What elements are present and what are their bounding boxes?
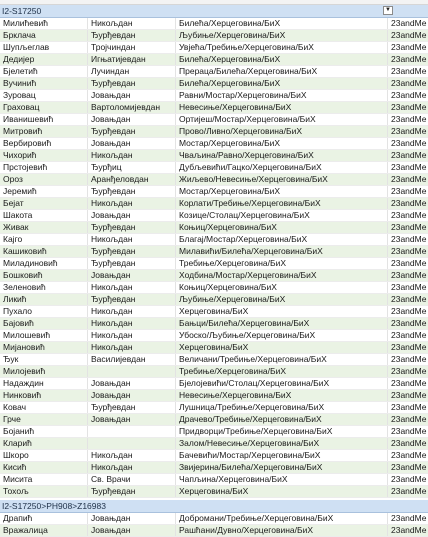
slava-cell[interactable]: Никољдан (88, 198, 176, 209)
slava-cell[interactable]: Ђурђевдан (88, 30, 176, 41)
source-cell[interactable]: 23andMe (391, 66, 427, 76)
slava-cell[interactable]: Никољдан (88, 450, 176, 461)
source-cell[interactable]: 23andMe (391, 78, 427, 88)
table-row[interactable] (0, 18, 428, 30)
surname-cell[interactable]: Шакота (0, 210, 88, 221)
slava-cell[interactable]: Ђурђевдан (88, 258, 176, 269)
source-cell[interactable]: 23andMe (391, 486, 427, 496)
surname-cell[interactable]: Кисић (0, 462, 88, 473)
table-row[interactable] (0, 426, 428, 438)
slava-cell[interactable]: Јовањдан (88, 513, 176, 524)
slava-cell[interactable]: Ђурђевдан (88, 294, 176, 305)
filter-icon[interactable]: ▼ (383, 6, 393, 15)
surname-cell[interactable]: Ликић (0, 294, 88, 305)
source-cell[interactable]: 23andMe (391, 258, 427, 268)
table-row[interactable] (0, 390, 428, 402)
location-cell[interactable]: Херцеговина/БиХ (176, 342, 388, 353)
location-cell[interactable]: Корлати/Требиње/Херцеговина/БиХ (176, 198, 388, 209)
source-cell[interactable]: 23andMe (391, 174, 427, 184)
surname-cell[interactable]: Вучинић (0, 78, 88, 89)
slava-cell[interactable]: Никољдан (88, 318, 176, 329)
location-cell[interactable]: Жиљево/Невесиње/Херцеговина/БиХ (176, 174, 388, 185)
table-row[interactable] (0, 126, 428, 138)
location-cell[interactable]: Драчево/Требиње/Херцеговина/БиХ (176, 414, 388, 425)
table-row[interactable] (0, 42, 428, 54)
source-cell[interactable]: 23andMe (391, 162, 427, 172)
source-cell[interactable]: 23andMe (391, 90, 427, 100)
surname-cell[interactable]: Митровић (0, 126, 88, 137)
slava-cell[interactable]: Никољдан (88, 234, 176, 245)
surname-cell[interactable]: Бојанић (0, 426, 88, 437)
table-row[interactable] (0, 138, 428, 150)
table-row[interactable] (0, 450, 428, 462)
table-row[interactable] (0, 513, 428, 525)
source-cell[interactable]: 23andMe (391, 42, 427, 52)
location-cell[interactable]: Чапљина/Херцеговина/БиХ (176, 474, 388, 485)
table-row[interactable] (0, 402, 428, 414)
source-cell[interactable]: 23andMe (391, 210, 427, 220)
surname-cell[interactable]: Дедијер (0, 54, 88, 65)
source-cell[interactable]: 23andMe (391, 222, 427, 232)
surname-cell[interactable]: Нинковић (0, 390, 88, 401)
surname-cell[interactable]: Бајовић (0, 318, 88, 329)
table-row[interactable] (0, 525, 428, 537)
location-cell[interactable]: Бачевићи/Мостар/Херцеговина/БиХ (176, 450, 388, 461)
group-header-label: I2-S17250>PH908>Z16983 (2, 501, 106, 511)
location-cell[interactable]: Бјелојевићи/Столац/Херцеговина/БиХ (176, 378, 388, 389)
source-cell[interactable]: 23andMe (391, 342, 427, 352)
surname-cell[interactable]: Зуровац (0, 90, 88, 101)
table-row[interactable] (0, 186, 428, 198)
location-cell[interactable]: Љубиње/Херцеговина/БиХ (176, 294, 388, 305)
table-row[interactable] (0, 270, 428, 282)
surname-cell[interactable]: Ковач (0, 402, 88, 413)
slava-cell[interactable] (88, 366, 176, 377)
slava-cell[interactable]: Ђурђевдан (88, 246, 176, 257)
surname-cell[interactable]: Ђук (0, 354, 88, 365)
surname-cell[interactable]: Кларић (0, 438, 88, 449)
slava-cell[interactable]: Никољдан (88, 306, 176, 317)
location-cell[interactable]: Невесиње/Херцеговина/БиХ (176, 102, 388, 113)
location-cell[interactable]: Залом/Невесиње/Херцеговина/БиХ (176, 438, 388, 449)
table-row[interactable] (0, 198, 428, 210)
slava-cell[interactable]: Никољдан (88, 282, 176, 293)
slava-cell[interactable]: Игњатијевдан (88, 54, 176, 65)
source-cell[interactable]: 23andMe (391, 150, 427, 160)
source-cell[interactable]: 23andMe (391, 354, 427, 364)
location-cell[interactable]: Убоско/Љубиње/Херцеговина/БиХ (176, 330, 388, 341)
table-row[interactable] (0, 486, 428, 498)
location-cell[interactable]: Рашћани/Дувно/Херцеговина/БиХ (176, 525, 388, 536)
slava-cell[interactable]: Ђурђевдан (88, 486, 176, 497)
slava-cell[interactable]: Јовањдан (88, 378, 176, 389)
source-cell[interactable]: 23andMe (391, 378, 427, 388)
surname-cell[interactable]: Драпић (0, 513, 88, 524)
source-cell[interactable]: 23andMe (391, 138, 427, 148)
table-row[interactable] (0, 78, 428, 90)
source-cell[interactable]: 23andMe (391, 270, 427, 280)
location-cell[interactable]: Невесиње/Херцеговина/БиХ (176, 390, 388, 401)
location-cell[interactable]: Звијерина/Билећа/Херцеговина/БиХ (176, 462, 388, 473)
table-row[interactable] (0, 114, 428, 126)
slava-cell[interactable]: Никољдан (88, 18, 176, 29)
table-row[interactable] (0, 462, 428, 474)
source-cell[interactable]: 23andMe (391, 198, 427, 208)
location-cell[interactable]: Дубљевићи/Гацко/Херцеговина/БиХ (176, 162, 388, 173)
surname-cell[interactable]: Ороз (0, 174, 88, 185)
table-row[interactable] (0, 30, 428, 42)
surname-cell[interactable]: Прстојевић (0, 162, 88, 173)
surname-cell[interactable]: Брклача (0, 30, 88, 41)
surname-cell[interactable]: Бјелетић (0, 66, 88, 77)
location-cell[interactable]: Увјећа/Требиње/Херцеговина/БиХ (176, 42, 388, 53)
source-cell[interactable]: 23andMe (391, 414, 427, 424)
source-cell[interactable]: 23andMe (391, 402, 427, 412)
surname-cell[interactable]: Милошевић (0, 330, 88, 341)
slava-cell[interactable]: Јовањдан (88, 414, 176, 425)
surname-cell[interactable]: Вербировић (0, 138, 88, 149)
table-row[interactable] (0, 102, 428, 114)
source-cell[interactable]: 23andMe (391, 294, 427, 304)
table-row[interactable] (0, 318, 428, 330)
table-row[interactable] (0, 54, 428, 66)
source-cell[interactable]: 23andMe (391, 246, 427, 256)
table-row[interactable] (0, 150, 428, 162)
slava-cell[interactable]: Ђурђевдан (88, 402, 176, 413)
table-row[interactable] (0, 366, 428, 378)
surname-cell[interactable]: Грче (0, 414, 88, 425)
table-row[interactable] (0, 378, 428, 390)
table-row[interactable] (0, 306, 428, 318)
surname-cell[interactable]: Надаждин (0, 378, 88, 389)
slava-cell[interactable]: Јовањдан (88, 90, 176, 101)
source-cell[interactable]: 23andMe (391, 366, 427, 376)
table-row[interactable] (0, 354, 428, 366)
location-cell[interactable]: Херцеговина/БиХ (176, 306, 388, 317)
location-cell[interactable]: Љубиње/Херцеговина/БиХ (176, 30, 388, 41)
source-cell[interactable]: 23andMe (391, 102, 427, 112)
slava-cell[interactable]: Никољдан (88, 330, 176, 341)
location-cell[interactable]: Добромани/Требиње/Херцеговина/БиХ (176, 513, 388, 524)
surname-cell[interactable]: Бејат (0, 198, 88, 209)
table-row[interactable] (0, 222, 428, 234)
table-row[interactable] (0, 234, 428, 246)
location-cell[interactable]: Милавићи/Билећа/Херцеговина/БиХ (176, 246, 388, 257)
source-cell[interactable]: 23andMe (391, 114, 427, 124)
surname-cell[interactable]: Шкоро (0, 450, 88, 461)
slava-cell[interactable]: Јовањдан (88, 525, 176, 536)
location-cell[interactable]: Билећа/Херцеговина/БиХ (176, 78, 388, 89)
source-cell[interactable]: 23andMe (391, 390, 427, 400)
source-cell[interactable]: 23andMe (391, 282, 427, 292)
slava-cell[interactable]: Ђурђевдан (88, 222, 176, 233)
slava-cell[interactable] (88, 438, 176, 449)
source-cell[interactable]: 23andMe (391, 18, 427, 28)
table-row[interactable] (0, 246, 428, 258)
surname-cell[interactable]: Бошковић (0, 270, 88, 281)
table-row[interactable] (0, 342, 428, 354)
slava-cell[interactable]: Ђурђевдан (88, 78, 176, 89)
slava-cell[interactable]: Никољдан (88, 342, 176, 353)
location-cell[interactable]: Величани/Требиње/Херцеговина/БиХ (176, 354, 388, 365)
slava-cell[interactable]: Јовањдан (88, 390, 176, 401)
source-cell[interactable]: 23andMe (391, 186, 427, 196)
source-cell[interactable]: 23andMe (391, 525, 427, 535)
table-row[interactable] (0, 438, 428, 450)
slava-cell[interactable]: Тројчиндан (88, 42, 176, 53)
surname-cell[interactable]: Миладиновић (0, 258, 88, 269)
group-header-label: I2-S17250 (2, 6, 42, 16)
surname-cell[interactable]: Кашиковић (0, 246, 88, 257)
table-row[interactable] (0, 330, 428, 342)
surname-cell[interactable]: Мисита (0, 474, 88, 485)
table-row[interactable] (0, 474, 428, 486)
table-row[interactable] (0, 258, 428, 270)
location-cell[interactable]: Козице/Столац/Херцеговина/БиХ (176, 210, 388, 221)
slava-cell[interactable]: Никољдан (88, 462, 176, 473)
location-cell[interactable]: Коњиц/Херцеговина/БиХ (176, 222, 388, 233)
source-cell[interactable]: 23andMe (391, 426, 427, 436)
slava-cell[interactable]: Св. Врачи (88, 474, 176, 485)
table-row[interactable] (0, 90, 428, 102)
surname-cell[interactable]: Пухало (0, 306, 88, 317)
surname-cell[interactable]: Граховац (0, 102, 88, 113)
source-cell[interactable]: 23andMe (391, 318, 427, 328)
surname-cell[interactable]: Шупљеглав (0, 42, 88, 53)
slava-cell[interactable]: Ђурђиц (88, 162, 176, 173)
slava-cell[interactable]: Јовањдан (88, 210, 176, 221)
location-cell[interactable]: Билећа/Херцеговина/БиХ (176, 18, 388, 29)
table-row[interactable] (0, 66, 428, 78)
surname-cell[interactable]: Вражалица (0, 525, 88, 536)
slava-cell[interactable]: Ђурђевдан (88, 186, 176, 197)
surname-cell[interactable]: Милићевић (0, 18, 88, 29)
surname-cell[interactable]: Живак (0, 222, 88, 233)
location-cell[interactable]: Придворци/Требиње/Херцеговина/БиХ (176, 426, 388, 437)
slava-cell[interactable]: Јовањдан (88, 270, 176, 281)
location-cell[interactable]: Прово/Ливно/Херцеговина/БиХ (176, 126, 388, 137)
surname-cell[interactable]: Зеленовић (0, 282, 88, 293)
source-cell[interactable]: 23andMe (391, 462, 427, 472)
location-cell[interactable]: Благај/Мостар/Херцеговина/БиХ (176, 234, 388, 245)
source-cell[interactable]: 23andMe (391, 126, 427, 136)
table-row[interactable] (0, 414, 428, 426)
surname-cell[interactable]: Тохољ (0, 486, 88, 497)
slava-cell[interactable]: Ђурђевдан (88, 126, 176, 137)
location-cell[interactable]: Мостар/Херцеговина/БиХ (176, 138, 388, 149)
location-cell[interactable]: Билећа/Херцеговина/БиХ (176, 54, 388, 65)
location-cell[interactable]: Лушница/Требиње/Херцеговина/БиХ (176, 402, 388, 413)
location-cell[interactable]: Ортијеш/Мостар/Херцеговина/БиХ (176, 114, 388, 125)
location-cell[interactable]: Бањци/Билећа/Херцеговина/БиХ (176, 318, 388, 329)
table-row[interactable] (0, 162, 428, 174)
location-cell[interactable]: Требиње/Херцеговина/БиХ (176, 258, 388, 269)
table-row[interactable] (0, 282, 428, 294)
source-cell[interactable]: 23andMe (391, 234, 427, 244)
table-row[interactable] (0, 294, 428, 306)
location-cell[interactable]: Мостар/Херцеговина/БиХ (176, 186, 388, 197)
location-cell[interactable]: Чваљина/Равно/Херцеговина/БиХ (176, 150, 388, 161)
surname-cell[interactable]: Чихорић (0, 150, 88, 161)
slava-cell[interactable]: Јовањдан (88, 114, 176, 125)
table-row[interactable] (0, 210, 428, 222)
source-cell[interactable]: 23andMe (391, 474, 427, 484)
location-cell[interactable]: Требиње/Херцеговина/БиХ (176, 366, 388, 377)
surname-cell[interactable]: Кајго (0, 234, 88, 245)
source-cell[interactable]: 23andMe (391, 450, 427, 460)
location-cell[interactable]: Ходбина/Мостар/Херцеговина/БиХ (176, 270, 388, 281)
source-cell[interactable]: 23andMe (391, 30, 427, 40)
source-cell[interactable]: 23andMe (391, 306, 427, 316)
location-cell[interactable]: Херцеговина/БиХ (176, 486, 388, 497)
slava-cell[interactable]: Василијевдан (88, 354, 176, 365)
surname-cell[interactable]: Иванишевић (0, 114, 88, 125)
location-cell[interactable]: Равни/Мостар/Херцеговина/БиХ (176, 90, 388, 101)
slava-cell[interactable] (88, 426, 176, 437)
surname-cell[interactable]: Милојевић (0, 366, 88, 377)
source-cell[interactable]: 23andMe (391, 513, 427, 523)
slava-cell[interactable]: Јовањдан (88, 138, 176, 149)
source-cell[interactable]: 23andMe (391, 330, 427, 340)
group-header[interactable] (0, 500, 428, 513)
surname-cell[interactable]: Јеремић (0, 186, 88, 197)
slava-cell[interactable]: Никољдан (88, 150, 176, 161)
location-cell[interactable]: Прераца/Билећа/Херцеговина/БиХ (176, 66, 388, 77)
source-cell[interactable]: 23andMe (391, 54, 427, 64)
source-cell[interactable]: 23andMe (391, 438, 427, 448)
group-header[interactable] (0, 5, 428, 18)
location-cell[interactable]: Коњиц/Херцеговина/БиХ (176, 282, 388, 293)
slava-cell[interactable]: Вартоломијевдан (88, 102, 176, 113)
slava-cell[interactable]: Аранђеловдан (88, 174, 176, 185)
slava-cell[interactable]: Лучиндан (88, 66, 176, 77)
surname-cell[interactable]: Мијановић (0, 342, 88, 353)
table-row[interactable] (0, 174, 428, 186)
